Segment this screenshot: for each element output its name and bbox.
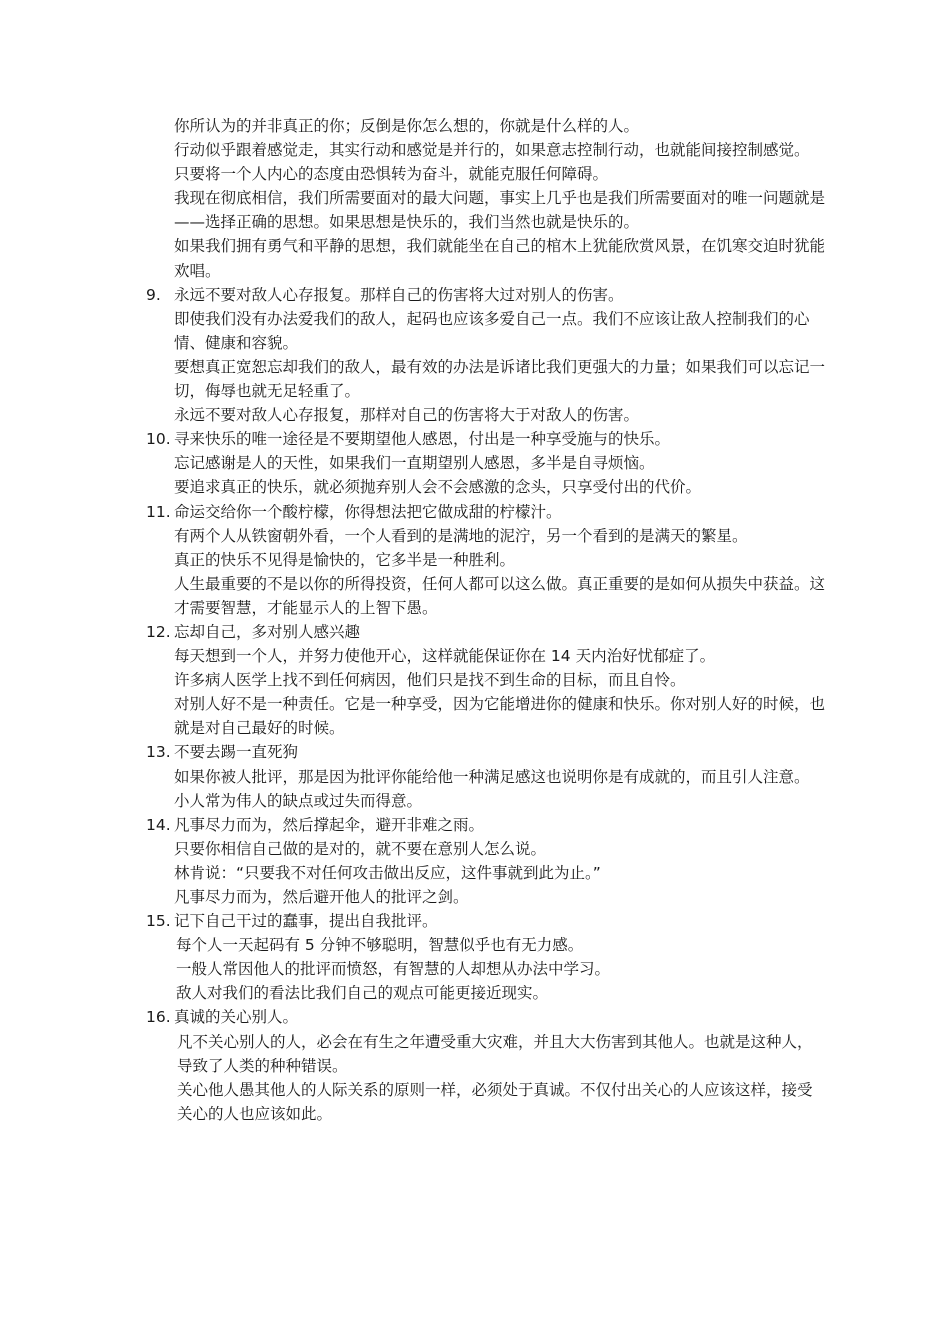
paragraph: 只要将一个人内心的态度由恐惧转为奋斗，就能克服任何障碍。	[174, 165, 609, 184]
intro-section	[146, 114, 826, 283]
paragraph: 人生最重要的不是以你的所得投资，任何人都可以这么做。真正重要的是如何从损失中获益。这才需要智慧，才能显示人的上智下愚。	[174, 574, 826, 617]
paragraph: 你所认为的并非真正的你；反倒是你怎么想的，你就是什么样的人。	[174, 117, 640, 135]
item-title: 寻来快乐的唯一途径是不要期望他人感恩，付出是一种享受施与的快乐。	[174, 430, 671, 449]
paragraph: 如果我们拥有勇气和平静的思想，我们就能坐在自己的棺木上犹能欣赏风景，在饥寒交迫时犹能欢唱。	[174, 237, 826, 280]
paragraph: 有两个人从铁窗朝外看，一个人看到的是满地的泥泞，另一个看到的是满天的繁星。	[174, 526, 748, 545]
item-title: 不要去踢一直死狗	[174, 743, 299, 762]
list-item-11	[146, 500, 826, 620]
list-item-9	[146, 283, 826, 428]
paragraph: 小人常为伟人的缺点或过失而得意。	[174, 791, 423, 810]
item-number: 11.	[146, 502, 171, 521]
paragraph: 我现在彻底相信，我们所需要面对的最大问题，事实上几乎也是我们所需要面对的唯一问题就是——选择正确的思想。如果思想是快乐的，我们当然也就是快乐的。	[174, 189, 826, 232]
item-title: 命运交给你一个酸柠檬，你得想法把它做成甜的柠檬汁。	[174, 502, 562, 521]
paragraph: 凡不关心别人的人，必会在有生之年遭受重大灾难，并且大大伤害到其他人。也就是这种人，导致了人类的种种错误。	[177, 1032, 813, 1075]
item-title: 记下自己干过的蠢事，提出自我批评。	[174, 912, 438, 931]
item-number: 15.	[146, 912, 171, 931]
item-number: 14.	[146, 815, 171, 834]
paragraph: 每天想到一个人，并努力使他开心，这样就能保证你在 14 天内治好忧郁症了。	[174, 647, 716, 666]
list-item-10	[146, 427, 826, 499]
list-item-16	[146, 1005, 826, 1125]
list-item-14	[146, 813, 826, 909]
paragraph: 凡事尽力而为，然后避开他人的批评之剑。	[174, 888, 469, 906]
item-title: 真诚的关心别人。	[174, 1008, 299, 1027]
item-title: 忘却自己，多对别人感兴趣	[174, 622, 361, 641]
list-item-15	[146, 909, 826, 1005]
paragraph: 一般人常因他人的批评而愤怒，有智慧的人却想从办法中学习。	[176, 960, 611, 979]
paragraph: 对别人好不是一种责任。它是一种享受，因为它能增进你的健康和快乐。你对别人好的时候，也就是对自己最好的时候。	[174, 695, 826, 738]
paragraph: 敌人对我们的看法比我们自己的观点可能更接近现实。	[176, 984, 549, 1003]
item-number: 9.	[146, 285, 161, 304]
list-item-12	[146, 620, 826, 740]
paragraph: 要追求真正的快乐，就必须抛弃别人会不会感激的念头，只享受付出的代价。	[174, 478, 702, 497]
paragraph: 只要你相信自己做的是对的，就不要在意别人怎么说。	[174, 839, 547, 858]
item-number: 10.	[146, 430, 171, 449]
item-number: 12.	[146, 622, 171, 641]
item-title: 凡事尽力而为，然后撑起伞，避开非难之雨。	[174, 815, 485, 834]
paragraph: 林肯说：“只要我不对任何攻击做出反应，这件事就到此为止。”	[174, 863, 601, 882]
paragraph: 真正的快乐不见得是愉快的，它多半是一种胜利。	[174, 550, 516, 569]
paragraph: 如果你被人批评，那是因为批评你能给他一种满足感这也说明你是有成就的，而且引人注意。	[174, 767, 810, 786]
paragraph: 行动似乎跟着感觉走，其实行动和感觉是并行的，如果意志控制行动，也就能间接控制感觉。	[174, 141, 810, 160]
list-item-13	[146, 740, 826, 812]
paragraph: 忘记感谢是人的天性，如果我们一直期望别人感恩，多半是自寻烦恼。	[174, 454, 655, 473]
paragraph: 要想真正宽恕忘却我们的敌人，最有效的办法是诉诸比我们更强大的力量；如果我们可以忘记一切，侮辱也就无足轻重了。	[174, 357, 826, 401]
paragraph: 永远不要对敌人心存报复，那样对自己的伤害将大于对敌人的伤害。	[174, 406, 640, 425]
item-number: 16.	[146, 1008, 171, 1027]
paragraph: 每个人一天起码有 5 分钟不够聪明，智慧似乎也有无力感。	[176, 936, 584, 955]
item-number: 13.	[146, 743, 171, 762]
paragraph: 即使我们没有办法爱我们的敌人，起码也应该多爱自己一点。我们不应该让敌人控制我们的心情、健康和容貌。	[174, 309, 810, 352]
document-body	[146, 114, 826, 1126]
paragraph: 许多病人医学上找不到任何病因，他们只是找不到生命的目标，而且自怜。	[174, 671, 686, 690]
item-title: 永远不要对敌人心存报复。那样自己的伤害将大过对别人的伤害。	[174, 285, 624, 304]
paragraph: 关心他人愚其他人的人际关系的原则一样，必须处于真诚。不仅付出关心的人应该这样，接受关心的人也应该如此。	[177, 1080, 813, 1123]
